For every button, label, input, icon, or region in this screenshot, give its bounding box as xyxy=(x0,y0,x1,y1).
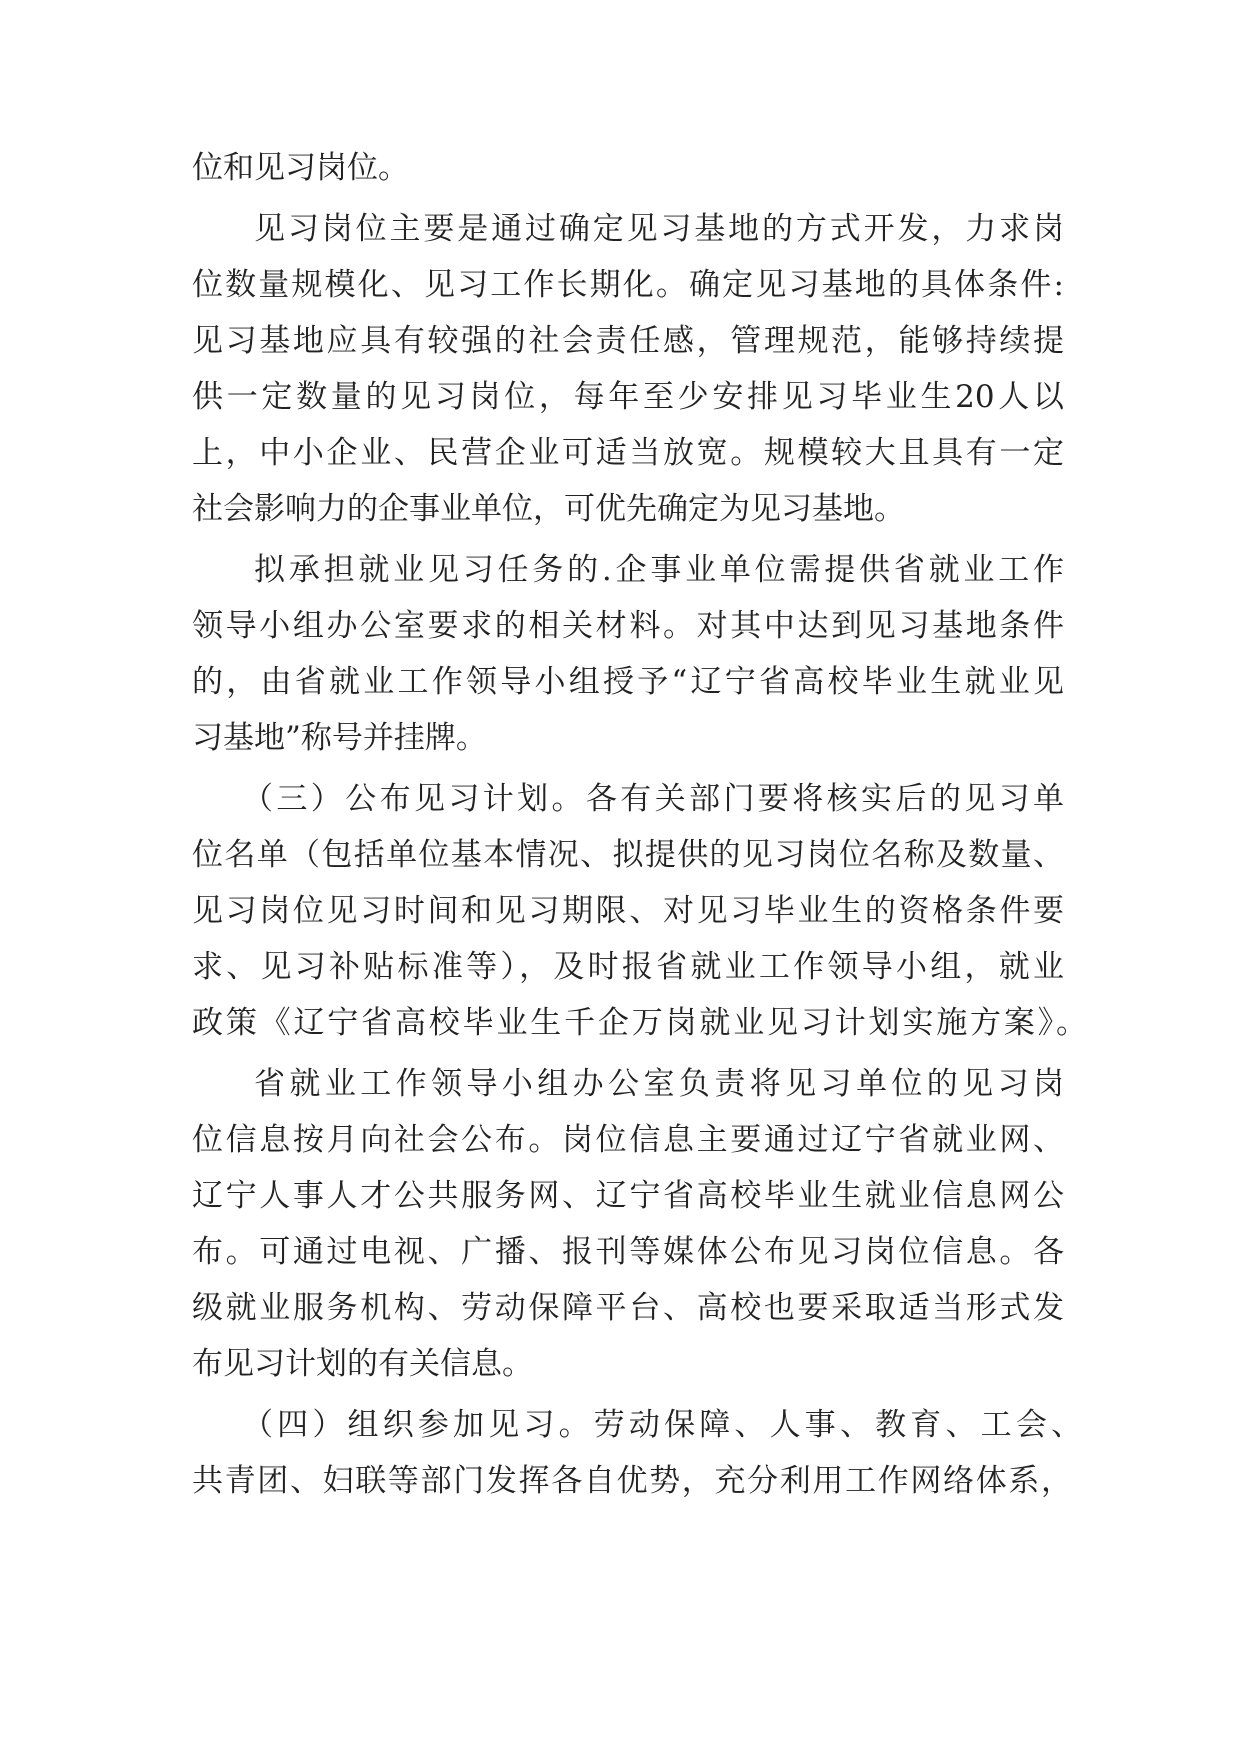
text-line: 位信息按月向社会公布。岗位信息主要通过辽宁省就业网、 xyxy=(192,1122,1064,1158)
text-line: 辽宁人事人才公共服务网、辽宁省高校毕业生就业信息网公 xyxy=(192,1178,1064,1214)
text-line: 布。可通过电视、广播、报刊等媒体公布见习岗位信息。各 xyxy=(192,1234,1064,1270)
text-line: 政策《辽宁省高校毕业生千企万岗就业见习计划实施方案》。 xyxy=(192,1005,1087,1041)
text-line: 供一定数量的见习岗位，每年至少安排见习毕业生20人以 xyxy=(192,379,1064,415)
text-line: 位和见习岗位。 xyxy=(192,150,409,186)
paragraph-first-line: 见习岗位主要是通过确定见习基地的方式开发，力求岗 xyxy=(254,211,1064,247)
text-line: 见习岗位见习时间和见习期限、对见习毕业生的资格条件要 xyxy=(192,893,1064,929)
paragraph-first-line: 拟承担就业见习任务的.企事业单位需提供省就业工作 xyxy=(254,552,1064,588)
text-line: 的，由省就业工作领导小组授予“辽宁省高校毕业生就业见 xyxy=(192,664,1064,700)
text-line: 共青团、妇联等部门发挥各自优势，充分利用工作网络体系， xyxy=(192,1463,1072,1499)
section-heading-line: （三）公布见习计划。各有关部门要将核实后的见习单 xyxy=(242,781,1064,817)
text-line: 位数量规模化、见习工作长期化。确定见习基地的具体条件: xyxy=(192,267,1064,303)
text-line: 位名单（包括单位基本情况、拟提供的见习岗位名称及数量、 xyxy=(192,837,1064,873)
text-line: 领导小组办公室要求的相关材料。对其中达到见习基地条件 xyxy=(192,608,1064,644)
text-line: 见习基地应具有较强的社会责任感，管理规范，能够持续提 xyxy=(192,323,1064,359)
text-line: 级就业服务机构、劳动保障平台、高校也要采取适当形式发 xyxy=(192,1290,1064,1326)
text-line: 社会影响力的企事业单位，可优先确定为见习基地。 xyxy=(192,491,905,527)
text-line: 求、见习补贴标准等），及时报省就业工作领导小组，就业 xyxy=(192,949,1064,985)
paragraph-first-line: 省就业工作领导小组办公室负责将见习单位的见习岗 xyxy=(254,1066,1064,1102)
text-line: 上，中小企业、民营企业可适当放宽。规模较大且具有一定 xyxy=(192,435,1064,471)
text-line: 布见习计划的有关信息。 xyxy=(192,1346,533,1382)
section-heading-line: （四）组织参加见习。劳动保障、人事、教育、工会、 xyxy=(242,1407,1082,1443)
text-line: 习基地”称号并挂牌。 xyxy=(192,720,487,756)
